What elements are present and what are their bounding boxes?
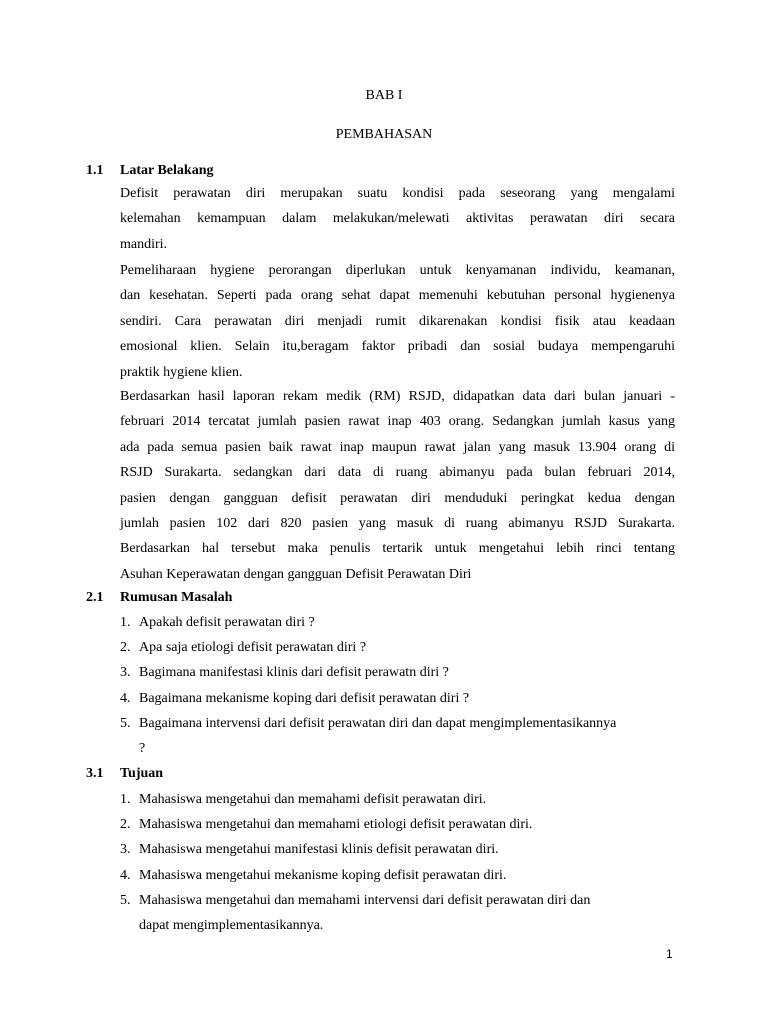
section-title: Rumusan Masalah [120,590,233,605]
list-number: 2. [120,817,131,833]
list-item-text: Bagaimana mekanisme koping dari defisit perawatan diri ? [139,690,470,706]
list-item [120,787,680,812]
list-item [120,686,680,711]
list-number: 3. [120,842,131,858]
text-line: emosional klien. Selain itu,beragam faktor pribadi dan sosial budaya mempengaruhi [120,339,675,355]
list-number: 4. [120,690,131,706]
list-item-text: Apakah defisit perawatan diri ? [139,615,315,630]
list-item-text: Apa saja etiologi defisit perawatan diri ? [139,640,367,656]
list-number: 1. [120,615,131,630]
text-line: Berdasarkan hasil laporan rekam medik (RM) RSJD, didapatkan data dari bulan januari - [120,389,675,404]
text-line: dan kesehatan. Seperti pada orang sehat dapat memenuhi kebutuhan personal hygienenya [120,288,675,304]
list-item [120,837,680,862]
list-item-text: Bagimana manifestasi klinis dari defisit perawatn diri ? [139,665,449,681]
list-item [120,863,680,888]
list-item [120,635,680,660]
paragraph [120,258,675,385]
text-line: RSJD Surakarta. sedangkan dari data di ruang abimanyu pada bulan februari 2014, [120,465,675,481]
list-item-text: Mahasiswa mengetahui dan memahami intervensi dari defisit perawatan diri dan [139,892,591,908]
section-number: 1.1 [86,163,104,178]
section-title: Tujuan [120,766,164,781]
list-number: 5. [120,892,131,908]
page-number: 1 [666,947,673,961]
list-number: 4. [120,867,131,883]
paragraph [120,181,675,257]
text-line: sendiri. Cara perawatan diri menjadi rumit dikarenakan kondisi fisik atau keadaan [120,313,675,329]
list-item [120,812,680,837]
list-item-text: Mahasiswa mengetahui dan memahami defisit perawatan diri. [139,792,487,807]
text-line: Asuhan Keperawatan dengan gangguan Defisit Perawatan Diri [120,566,472,582]
section-number: 3.1 [86,766,104,781]
section-number: 2.1 [86,590,104,605]
paragraph [120,384,675,587]
chapter-title: PEMBAHASAN [335,127,433,142]
list-number: 1. [120,792,131,807]
text-line: praktik hygiene klien. [120,364,243,380]
list-item-text: dapat mengimplementasikannya. [139,918,324,934]
chapter-label: BAB I [365,88,403,103]
list-item [120,610,680,635]
text-line: februari 2014 tercatat jumlah pasien rawat inap 403 orang. Sedangkan jumlah kasus yang [120,414,675,430]
text-line: jumlah pasien 102 dari 820 pasien yang masuk di ruang abimanyu RSJD Surakarta. [120,516,675,532]
list-item [120,888,680,938]
text-line: Defisit perawatan diri merupakan suatu kondisi pada seseorang yang mengalami [120,186,675,201]
text-line: kelemahan kemampuan dalam melakukan/melewati aktivitas perawatan diri secara [120,211,675,227]
list-number: 3. [120,665,131,681]
list-item-text: Mahasiswa mengetahui dan memahami etiologi defisit perawatan diri. [139,817,533,833]
list-number: 5. [120,715,131,731]
text-line: ada pada semua pasien baik rawat inap maupun rawat jalan yang masuk 13.904 orang di [120,439,675,455]
text-line: Pemeliharaan hygiene perorangan diperlukan untuk kenyamanan individu, keamanan, [120,263,675,278]
list-item-text: ? [139,741,146,757]
problem-list [120,610,680,761]
list-number: 2. [120,640,131,656]
text-line: pasien dengan gangguan defisit perawatan diri menduduki peringkat kedua dengan [120,490,675,506]
text-line: mandiri. [120,236,168,252]
list-item [120,711,680,761]
list-item-text: Mahasiswa mengetahui mekanisme koping defisit perawatan diri. [139,867,507,883]
goals-list [120,787,680,938]
list-item-text: Mahasiswa mengetahui manifestasi klinis defisit perawatan diri. [139,842,499,858]
list-item [120,660,680,685]
section-title: Latar Belakang [120,163,214,178]
text-line: Berdasarkan hal tersebut maka penulis tertarik untuk mengetahui lebih rinci tentang [120,541,675,557]
list-item-text: Bagaimana intervensi dari defisit perawatan diri dan dapat mengimplementasikannya [139,715,617,731]
